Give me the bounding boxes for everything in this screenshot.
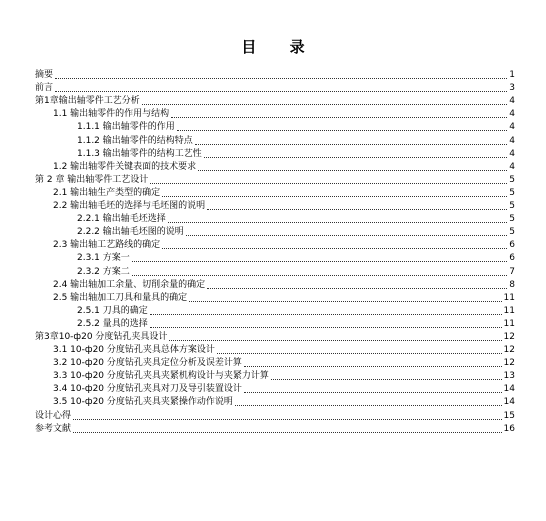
toc-entry-page-number: 5 <box>509 201 515 212</box>
dot-leader <box>244 366 502 367</box>
toc-entry-page-number: 14 <box>503 397 515 408</box>
toc-entry[interactable] <box>35 133 515 146</box>
toc-entry[interactable] <box>35 264 515 277</box>
toc-entry-label: 2.4 输出轴加工余量、切削余量的确定 <box>53 279 206 290</box>
toc-entry-label: 3.1 10-ф20 分度钻孔夹具总体方案设计 <box>53 345 215 356</box>
toc-entry-label: 前言 <box>35 83 54 94</box>
toc-entry-label: 2.2.1 输出轴毛坯选择 <box>77 214 166 225</box>
toc-entry-page-number: 5 <box>509 187 515 198</box>
dot-leader <box>207 288 507 289</box>
toc-entry-label: 2.5.1 刀具的确定 <box>77 305 148 316</box>
dot-leader <box>186 235 508 236</box>
toc-entry-page-number: 11 <box>503 292 515 303</box>
dot-leader <box>150 314 502 315</box>
toc-entry[interactable] <box>35 395 515 408</box>
toc-entry[interactable] <box>35 369 515 382</box>
toc-entry-label: 1.2 输出轴零件关键表面的技术要求 <box>53 161 197 172</box>
toc-entry-label: 1.1.3 输出轴零件的结构工艺性 <box>77 148 202 159</box>
toc-entry-label: 3.2 10-ф20 分度钻孔夹具定位分析及误差计算 <box>53 358 242 369</box>
toc-entry-page-number: 4 <box>509 122 515 133</box>
toc-entry[interactable] <box>35 330 515 343</box>
toc-entry[interactable] <box>35 238 515 251</box>
toc-entry-page-number: 4 <box>509 161 515 172</box>
toc-entry[interactable] <box>35 107 515 120</box>
toc-entry[interactable] <box>35 173 515 186</box>
toc-entry-label: 2.3.1 方案一 <box>77 253 130 264</box>
toc-entry[interactable] <box>35 304 515 317</box>
toc-entry[interactable] <box>35 120 515 133</box>
toc-entry-label: 2.2.2 输出轴毛坯图的说明 <box>77 227 184 238</box>
dot-leader <box>55 91 507 92</box>
toc-entry[interactable] <box>35 94 515 107</box>
dot-leader <box>207 209 507 210</box>
dot-leader <box>162 196 507 197</box>
toc-entry-page-number: 4 <box>509 109 515 120</box>
toc-entry[interactable] <box>35 251 515 264</box>
toc-entry-page-number: 12 <box>503 358 515 369</box>
dot-leader <box>73 432 502 433</box>
toc-entry-page-number: 5 <box>509 227 515 238</box>
toc-entry-label: 3.5 10-ф20 分度钻孔夹具夹紧操作动作说明 <box>53 397 233 408</box>
toc-entry[interactable] <box>35 278 515 291</box>
toc-entry-page-number: 1 <box>509 70 515 81</box>
toc-entry-page-number: 14 <box>503 384 515 395</box>
toc-entry-label: 2.5 输出轴加工刀具和量具的确定 <box>53 292 188 303</box>
toc-entry-page-number: 12 <box>503 331 515 342</box>
toc-entry[interactable] <box>35 147 515 160</box>
toc-entry-page-number: 7 <box>509 266 515 277</box>
toc-entry-page-number: 8 <box>509 279 515 290</box>
toc-entry-label: 1.1.1 输出轴零件的作用 <box>77 122 175 133</box>
dot-leader <box>142 104 508 105</box>
toc-entry-page-number: 11 <box>503 318 515 329</box>
toc-entry-label: 2.5.2 量具的选择 <box>77 318 148 329</box>
dot-leader <box>171 117 507 118</box>
dot-leader <box>55 78 507 79</box>
toc-entry[interactable] <box>35 382 515 395</box>
dot-leader <box>177 130 508 131</box>
table-of-contents <box>35 68 515 435</box>
toc-entry-page-number: 3 <box>509 83 515 94</box>
toc-entry[interactable] <box>35 212 515 225</box>
toc-entry[interactable] <box>35 81 515 94</box>
toc-entry[interactable] <box>35 225 515 238</box>
toc-entry[interactable] <box>35 160 515 173</box>
dot-leader <box>204 157 508 158</box>
toc-entry-page-number: 5 <box>509 174 515 185</box>
toc-entry-page-number: 15 <box>503 410 515 421</box>
toc-entry[interactable] <box>35 408 515 421</box>
toc-entry-label: 3.3 10-ф20 分度钻孔夹具夹紧机构设计与夹紧力计算 <box>53 371 269 382</box>
toc-entry-label: 第 2 章 输出轴零件工艺设计 <box>35 174 149 185</box>
toc-entry-label: 第1章输出轴零件工艺分析 <box>35 96 140 107</box>
toc-entry-page-number: 4 <box>509 148 515 159</box>
toc-entry[interactable] <box>35 68 515 81</box>
toc-entry-page-number: 12 <box>503 345 515 356</box>
dot-leader <box>132 261 508 262</box>
dot-leader <box>168 222 508 223</box>
toc-entry[interactable] <box>35 356 515 369</box>
dot-leader <box>189 301 501 302</box>
toc-entry-label: 3.4 10-ф20 分度钻孔夹具对刀及导引装置设计 <box>53 384 242 395</box>
toc-entry-label: 1.1 输出轴零件的作用与结构 <box>53 109 170 120</box>
dot-leader <box>217 353 502 354</box>
toc-entry[interactable] <box>35 199 515 212</box>
dot-leader <box>73 419 502 420</box>
toc-entry-label: 设计心得 <box>35 410 72 421</box>
toc-entry-label: 2.3 输出轴工艺路线的确定 <box>53 240 161 251</box>
toc-entry-label: 1.1.2 输出轴零件的结构特点 <box>77 135 193 146</box>
dot-leader <box>132 275 508 276</box>
toc-entry-page-number: 5 <box>509 214 515 225</box>
toc-entry-label: 参考文献 <box>35 423 72 434</box>
toc-entry[interactable] <box>35 343 515 356</box>
dot-leader <box>244 392 502 393</box>
toc-entry-page-number: 13 <box>503 371 515 382</box>
toc-entry-label: 摘要 <box>35 70 54 81</box>
dot-leader <box>150 183 507 184</box>
toc-entry-page-number: 11 <box>503 305 515 316</box>
toc-entry-page-number: 4 <box>509 135 515 146</box>
dot-leader <box>162 248 507 249</box>
dot-leader <box>271 379 502 380</box>
toc-entry-page-number: 6 <box>509 253 515 264</box>
toc-entry-label: 2.3.2 方案二 <box>77 266 130 277</box>
toc-entry[interactable] <box>35 186 515 199</box>
dot-leader <box>195 144 508 145</box>
toc-title: 目 录 <box>241 38 319 56</box>
dot-leader <box>198 170 507 171</box>
toc-entry[interactable] <box>35 291 515 304</box>
dot-leader <box>169 340 501 341</box>
toc-entry[interactable] <box>35 317 515 330</box>
toc-entry-page-number: 16 <box>503 423 515 434</box>
toc-entry-label: 2.1 输出轴生产类型的确定 <box>53 187 161 198</box>
toc-entry-page-number: 4 <box>509 96 515 107</box>
toc-entry-page-number: 6 <box>509 240 515 251</box>
toc-entry-label: 2.2 输出轴毛坯的选择与毛坯图的说明 <box>53 201 206 212</box>
dot-leader <box>235 405 502 406</box>
toc-entry-label: 第3章10-ф20 分度钻孔夹具设计 <box>35 331 168 342</box>
dot-leader <box>150 327 502 328</box>
toc-entry[interactable] <box>35 422 515 435</box>
